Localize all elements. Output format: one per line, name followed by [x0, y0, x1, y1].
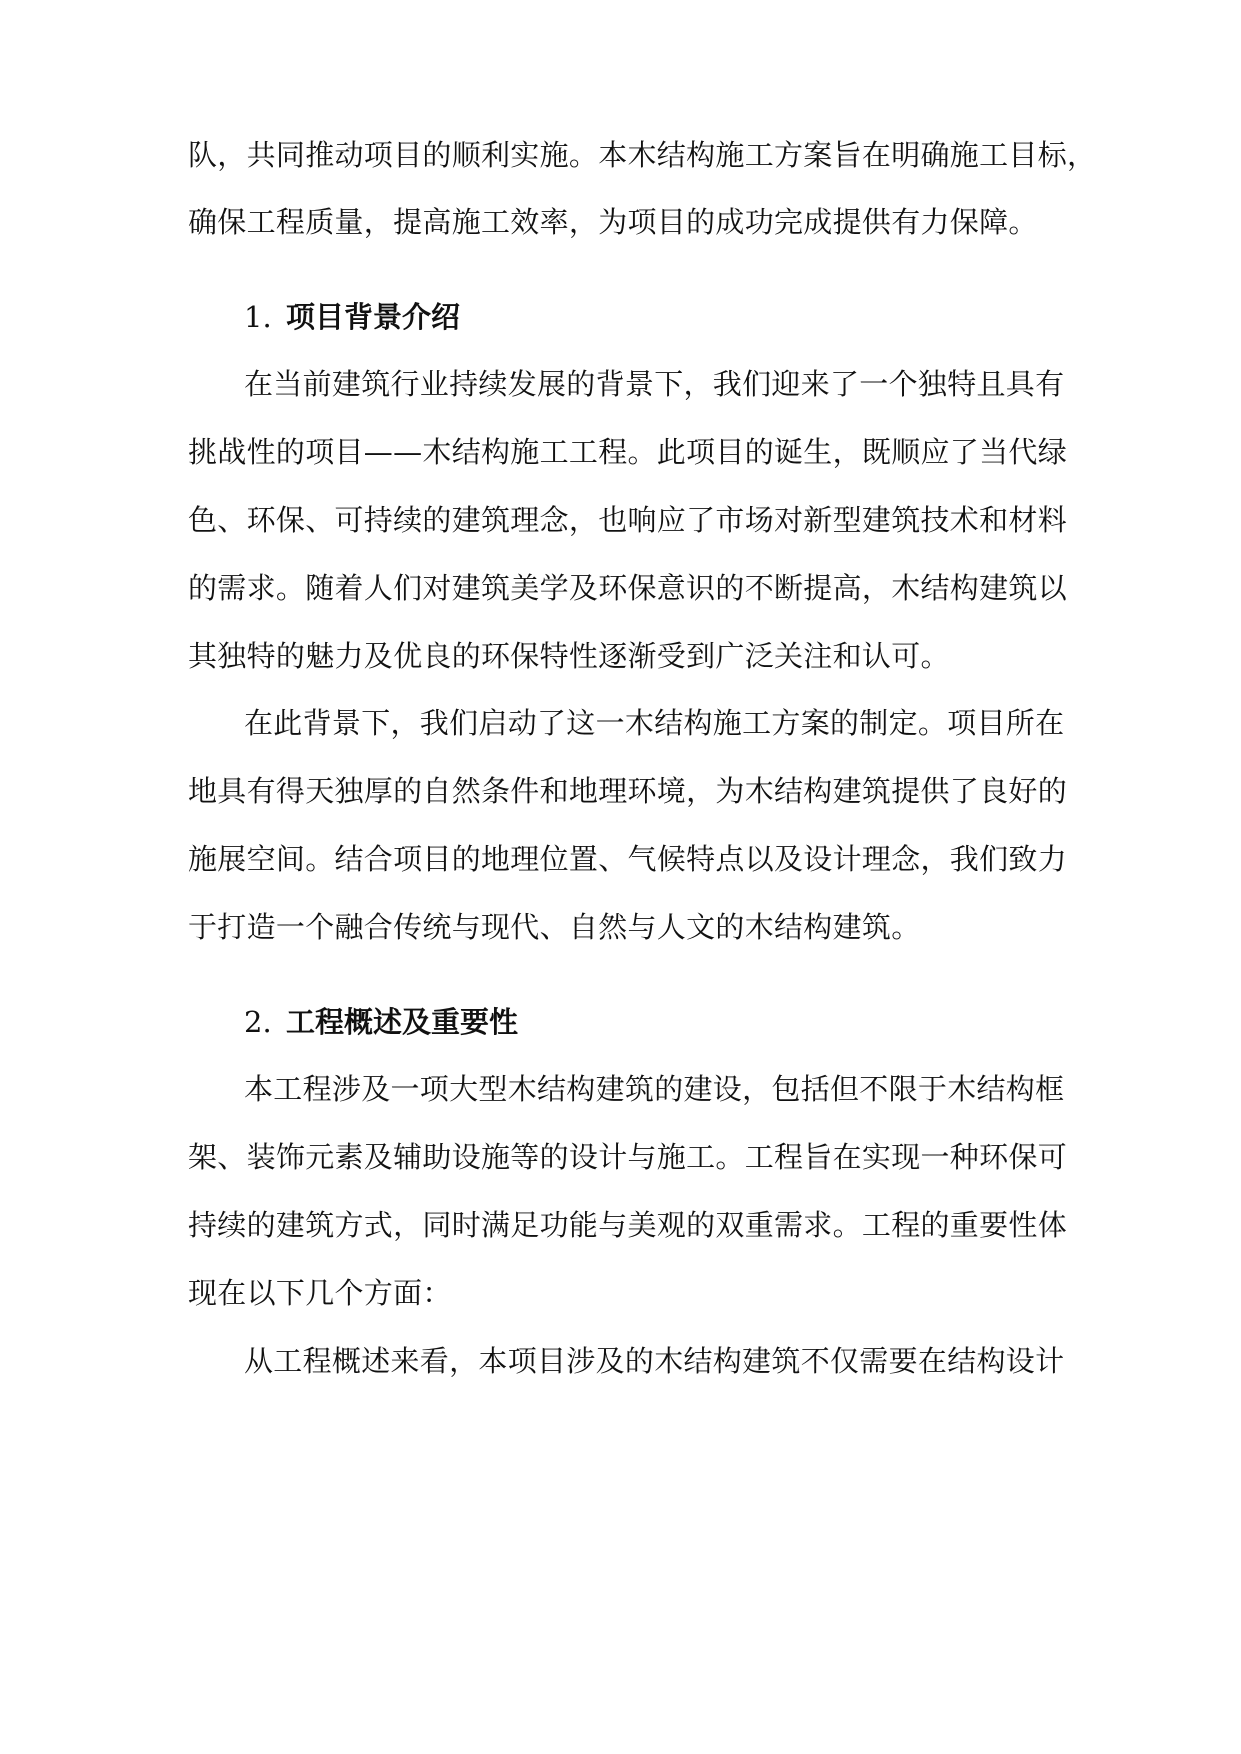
text-line: 确保工程质量，提高施工效率，为项目的成功完成提供有力保障。	[188, 205, 1038, 239]
text-line: 在此背景下，我们启动了这一木结构施工方案的制定。项目所在	[244, 706, 1065, 740]
text-line: 在当前建筑行业持续发展的背景下，我们迎来了一个独特且具有	[244, 367, 1065, 401]
section-title: 工程概述及重要性	[286, 1005, 519, 1039]
text-line: 架、装饰元素及辅助设施等的设计与施工。工程旨在实现一种环保可	[188, 1140, 1068, 1174]
section-title: 项目背景介绍	[286, 300, 461, 334]
text-line: 本工程涉及一项大型木结构建筑的建设，包括但不限于木结构框	[244, 1072, 1065, 1106]
section-number: 2.	[244, 1005, 272, 1039]
text-line: 其独特的魅力及优良的环保特性逐渐受到广泛关注和认可。	[188, 639, 950, 673]
text-line: 队，共同推动项目的顺利实施。本木结构施工方案旨在明确施工目标，	[188, 138, 1097, 172]
text-line: 挑战性的项目——木结构施工工程。此项目的诞生，既顺应了当代绿	[188, 435, 1068, 469]
text-line: 于打造一个融合传统与现代、自然与人文的木结构建筑。	[188, 910, 921, 944]
text-line: 从工程概述来看，本项目涉及的木结构建筑不仅需要在结构设计	[244, 1344, 1065, 1378]
text-line: 持续的建筑方式，同时满足功能与美观的双重需求。工程的重要性体	[188, 1208, 1068, 1242]
text-line: 施展空间。结合项目的地理位置、气候特点以及设计理念，我们致力	[188, 842, 1068, 876]
section-heading-1	[244, 297, 460, 337]
text-line: 的需求。随着人们对建筑美学及环保意识的不断提高，木结构建筑以	[188, 571, 1068, 605]
text-line: 现在以下几个方面：	[188, 1276, 452, 1310]
text-line: 色、环保、可持续的建筑理念，也响应了市场对新型建筑技术和材料	[188, 503, 1068, 537]
text-line: 地具有得天独厚的自然条件和地理环境，为木结构建筑提供了良好的	[188, 774, 1068, 808]
section-number: 1.	[244, 300, 272, 334]
section-heading-2	[244, 1002, 518, 1042]
